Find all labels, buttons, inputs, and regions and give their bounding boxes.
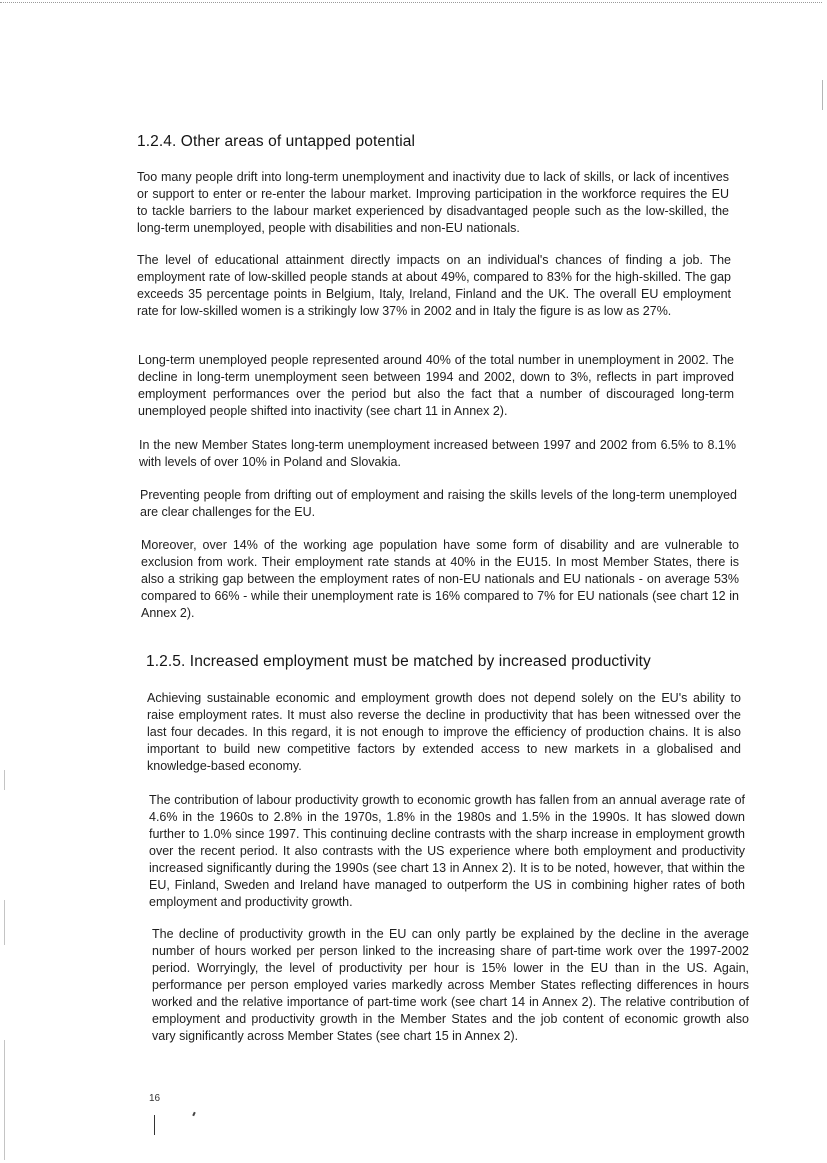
paragraph: Preventing people from drifting out of employment and raising the skills levels of the long-term unemployed are clear challenges for the EU. xyxy=(140,488,737,519)
scan-right-mark xyxy=(822,80,823,110)
paragraph: The decline of productivity growth in the EU can only partly be explained by the decline in the average number of hours worked per person linked to the increasing share of part-time work over the 1997-2002 period. Worryingly, the level of productivity per hour is 15% lower in the EU than in the US. Again, performance per person employed varies markedly across Member States reflecting differences in hours worked and the relative importance of part-time work (see chart 14 in Annex 2). The relative contribution of employment and productivity growth in the Member States and the job content of economic growth also vary significantly across Member States (see chart 15 in Annex 2). xyxy=(152,927,749,1043)
paragraph: Achieving sustainable economic and employment growth does not depend solely on the EU's ability to raise employment rates. It must also reverse the decline in productivity that has been witnessed over the last four decades. In this regard, it is not enough to improve the efficiency of production chains. It is also important to build new competitive factors by extended access to new markets in a globalised and knowledge-based economy. xyxy=(147,691,741,773)
section-heading: 1.2.4. Other areas of untapped potential xyxy=(137,133,416,150)
scan-left-mark-middle xyxy=(4,900,5,945)
document-page xyxy=(137,0,749,1163)
page-number: 16 xyxy=(149,1093,161,1104)
paragraph: The level of educational attainment directly impacts on an individual's chances of finding a job. The employment rate of low-skilled people stands at about 49%, compared to 83% for the high-skilled. The gap exceeds 35 percentage points in Belgium, Italy, Ireland, Finland and the UK. The overall EU employment rate for low-skilled women is a strikingly low 37% in 2002 and in Italy the figure is as low as 27%. xyxy=(137,253,731,318)
scan-speck xyxy=(192,1112,196,1116)
scan-tick-mark xyxy=(154,1115,155,1135)
scan-left-mark-lower xyxy=(4,1040,5,1160)
paragraph: Long-term unemployed people represented around 40% of the total number in unemployment in 2002. The decline in long-term unemployment seen between 1994 and 2002, down to 3%, reflects in part improved employment performances over the period but also the fact that a number of discouraged long-term unemployed people shifted into inactivity (see chart 11 in Annex 2). xyxy=(138,353,734,418)
paragraph: Moreover, over 14% of the working age population have some form of disability and are vulnerable to exclusion from work. Their employment rate stands at 40% in the EU15. In most Member States, there is also a striking gap between the employment rates of non-EU nationals and EU nationals - on average 53% compared to 66% - while their unemployment rate is 16% compared to 7% for EU nationals (see chart 12 in Annex 2). xyxy=(141,538,739,620)
paragraph: Too many people drift into long-term unemployment and inactivity due to lack of skills, or lack of incentives or support to enter or re-enter the labour market. Improving participation in the workforce requires the EU to tackle barriers to the labour market experienced by disadvantaged people such as the low-skilled, the long-term unemployed, people with disabilities and non-EU nationals. xyxy=(137,170,729,235)
paragraph: The contribution of labour productivity growth to economic growth has fallen from an annual average rate of 4.6% in the 1960s to 2.8% in the 1970s, 1.8% in the 1980s and 1.5% in the 1990s. It has slowed down further to 1.0% since 1997. This continuing decline contrasts with the sharp increase in employment growth over the recent period. It also contrasts with the US experience where both employment and productivity increased significantly during the 1990s (see chart 13 in Annex 2). It is to be noted, however, that within the EU, Finland, Sweden and Ireland have managed to outperform the US in combining higher rates of both employment and productivity growth. xyxy=(149,793,745,909)
section-heading: 1.2.5. Increased employment must be matched by increased productivity xyxy=(146,653,651,670)
paragraph: In the new Member States long-term unemployment increased between 1997 and 2002 from 6.5% to 8.1% with levels of over 10% in Poland and Slovakia. xyxy=(139,438,736,469)
scan-left-mark-upper xyxy=(4,770,5,790)
